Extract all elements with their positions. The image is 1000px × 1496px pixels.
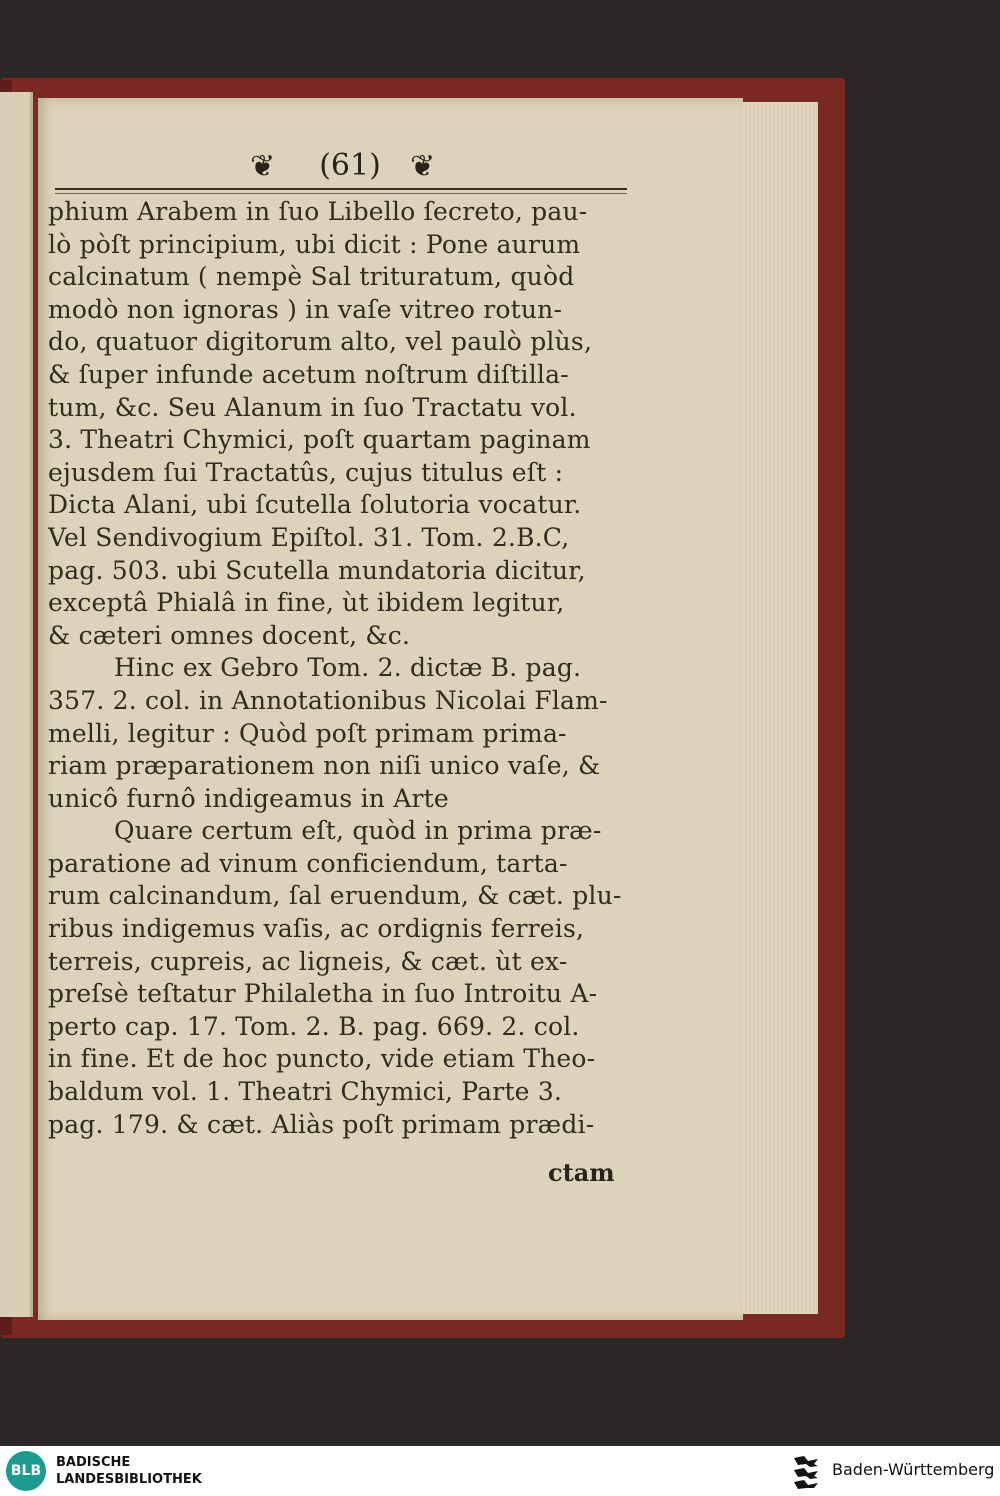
page-text <box>48 196 638 1141</box>
text-line: paratione ad vinum conficiendum, tarta- <box>48 848 568 878</box>
text-line: pag. 179. & cæt. Aliàs poſt primam prædi- <box>48 1109 595 1139</box>
library-name-line1: BADISCHE <box>56 1455 131 1470</box>
text-line: lò pòſt principium, ubi dicit : Pone aurum <box>48 229 581 259</box>
page-block-edges <box>740 102 818 1314</box>
ornament-right-icon: ❦ <box>410 149 436 184</box>
header-rule <box>55 188 627 190</box>
text-line: pag. 503. ubi Scutella mundatoria dicitur, <box>48 555 586 585</box>
text-line: 357. 2. col. in Annotationibus Nicolai Flam- <box>48 685 608 715</box>
ornament-left-icon: ❦ <box>250 149 276 184</box>
text-line: Dicta Alani, ubi ſcutella ſolutoria vocatur. <box>48 490 582 520</box>
library-name-line2: LANDESBIBLIOTHEK <box>56 1472 202 1487</box>
text-line: ejusdem ſui Tractatûs, cujus titulus eſt : <box>48 457 564 487</box>
text-line: modò non ignoras ) in vaſe vitreo rotun- <box>48 294 563 324</box>
blb-logo-icon[interactable]: BLB <box>6 1451 46 1491</box>
text-line: in fine. Et de hoc puncto, vide etiam Theo- <box>48 1044 596 1074</box>
text-line: 3. Theatri Chymici, poſt quartam paginam <box>48 425 591 455</box>
text-line: calcinatum ( nempè Sal trituratum, quòd <box>48 262 575 292</box>
text-line: do, quatuor digitorum alto, vel paulò plùs, <box>48 327 593 357</box>
text-line: perto cap. 17. Tom. 2. B. pag. 669. 2. col. <box>48 1011 580 1041</box>
text-line: melli, legitur : Quòd poſt primam prima- <box>48 718 567 748</box>
header-rule-thin <box>55 193 627 194</box>
text-line: Hinc ex Gebro Tom. 2. dictæ B. pag. <box>114 653 582 683</box>
text-line: unicô furnô indigeamus in Arte <box>48 783 449 813</box>
page-number: (61) <box>319 148 381 183</box>
text-line: Vel Sendivogium Epiſtol. 31. Tom. 2.B.C, <box>48 522 570 552</box>
text-line: & ſuper infunde acetum noſtrum diſtilla- <box>48 359 569 389</box>
running-header <box>50 146 630 190</box>
library-name[interactable] <box>56 1454 202 1488</box>
text-line: rum calcinandum, ſal eruendum, & cæt. plu- <box>48 881 622 911</box>
text-line: tum, &c. Seu Alanum in ſuo Tractatu vol. <box>48 392 577 422</box>
text-line: Quare certum eſt, quòd in prima præ- <box>114 816 602 846</box>
state-name[interactable]: Baden-Württemberg <box>832 1460 995 1479</box>
text-line: phium Arabem in ſuo Libello ſecreto, pau- <box>48 197 588 226</box>
text-line: exceptâ Phialâ in fine, ùt ibidem legitur, <box>48 588 565 618</box>
state-coat-of-arms-icon[interactable] <box>790 1452 822 1490</box>
text-line: preſsè teſtatur Philaletha in ſuo Introitu A- <box>48 979 598 1009</box>
footer-bar <box>0 1446 1000 1496</box>
catchword: ctam <box>548 1158 615 1187</box>
text-line: baldum vol. 1. Theatri Chymici, Parte 3. <box>48 1077 563 1107</box>
text-line: & cæteri omnes docent, &c. <box>48 620 411 650</box>
text-line: terreis, cupreis, ac ligneis, & cæt. ùt ex- <box>48 946 568 976</box>
facing-page-edge <box>0 92 33 1317</box>
text-line: ribus indigemus vaſis, ac ordignis ferreis, <box>48 914 585 944</box>
text-line: riam præparationem non niſi unico vaſe, & <box>48 751 601 781</box>
